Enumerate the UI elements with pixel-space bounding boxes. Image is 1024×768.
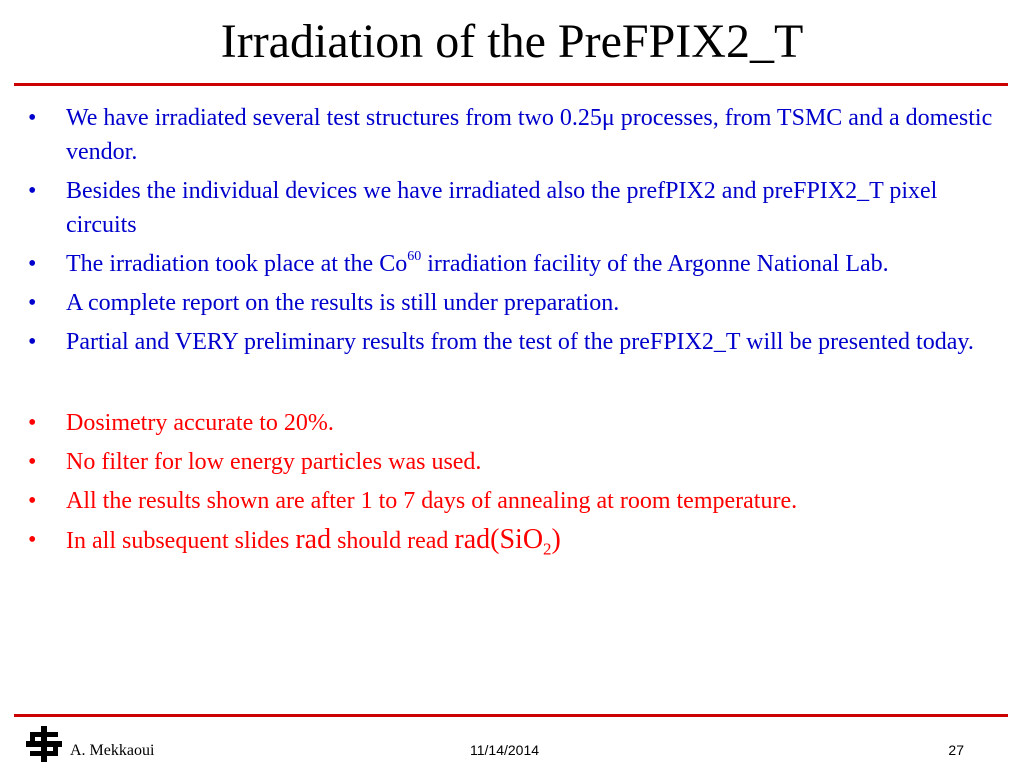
bullet-text: Dosimetry accurate to 20%. — [66, 410, 334, 436]
footer-date: 11/14/2014 — [470, 742, 540, 758]
bullet-text-part: In all subsequent slides — [66, 528, 296, 554]
bullet-list — [28, 101, 1003, 563]
bullet-item — [28, 406, 1003, 440]
bullet-item — [28, 174, 1003, 242]
bullet-item — [28, 101, 1003, 169]
emphasis-rad-sio2 — [454, 524, 561, 559]
fermilab-logo-icon — [24, 724, 64, 764]
bullet-text: Partial and VERY preliminary results from the test of the preFPIX2_T will be presented today. — [66, 329, 974, 355]
bullet-marker: • — [28, 449, 37, 475]
slide-title: Irradiation of the PreFPIX2_T — [220, 15, 804, 68]
footer-divider — [14, 714, 1008, 717]
bullet-marker: • — [28, 410, 37, 436]
bullet-text: No filter for low energy particles was used. — [66, 449, 482, 475]
bullet-item — [28, 445, 1003, 479]
bullet-marker: • — [28, 251, 37, 277]
bullet-text — [66, 251, 889, 277]
bullet-text-part: The irradiation took place at the Co — [66, 251, 408, 277]
bullet-marker: • — [28, 329, 37, 355]
bullet-item — [28, 247, 1003, 281]
bullet-marker: • — [28, 527, 37, 553]
bullet-text: We have irradiated several test structures from two 0.25μ processes, from TSMC and a domestic vendor. — [66, 105, 993, 165]
footer-author: A. Mekkaoui — [70, 742, 155, 759]
subscript: 2 — [543, 539, 552, 559]
bullet-marker: • — [28, 105, 37, 131]
bullet-text: All the results shown are after 1 to 7 days of annealing at room temperature. — [66, 488, 798, 514]
bullet-marker: • — [28, 178, 37, 204]
bullet-text: Besides the individual devices we have irradiated also the prefPIX2 and preFPIX2_T pixel circuits — [66, 178, 938, 238]
page-number: 27 — [948, 742, 964, 758]
bullet-item — [28, 286, 1003, 320]
bullet-text — [66, 524, 561, 559]
superscript: 60 — [407, 249, 422, 264]
bullet-text-part: should read — [331, 528, 455, 554]
bullet-text: A complete report on the results is still under preparation. — [66, 290, 620, 316]
bullet-item — [28, 325, 1003, 359]
spacer — [28, 364, 1003, 401]
formula-part: ) — [551, 524, 561, 555]
formula-part: rad(SiO — [454, 524, 544, 555]
bullet-item — [28, 523, 1003, 558]
bullet-marker: • — [28, 290, 37, 316]
bullet-item — [28, 484, 1003, 518]
bullet-text-part: irradiation facility of the Argonne National Lab. — [421, 251, 889, 277]
bullet-marker: • — [28, 488, 37, 514]
emphasis-rad: rad — [295, 524, 332, 555]
title-divider — [14, 83, 1008, 86]
